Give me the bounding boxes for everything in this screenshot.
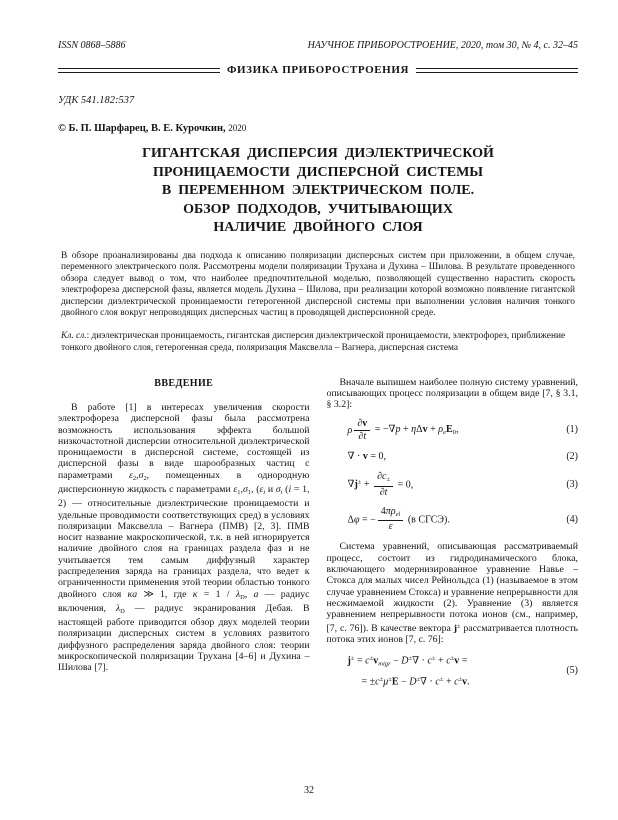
- page-number: 32: [304, 785, 314, 796]
- equation-4-label: (4): [566, 513, 578, 525]
- left-column: [58, 377, 310, 697]
- intro-paragraph: В работе [1] в интересах увеличения скорости электрофореза дисперсной фазы была рассмотрена возможность использования эффекта большой низкочастотной дисперсии относительной диэлектрической проницаемости в дисперсной системе, состоящей из дисперсной фазы в виде шарообразных частиц с параметрами $\varepsilon_2,\sigma_2$, помещенных в однородную дисперсионную жидкость с параметрами $\varepsilon_1,\sigma_1$, ($\varepsilon_i$ и $\sigma_i$ (i = 1, 2) — относительные диэлектрические проницаемости и удельные проводимости соответствующих сред) в условиях поляризации Максвелла – Вагнера (ПМВ) [2, 3]. ПМВ носит название макроскопической, т.к. в ней игнорируется наличие двойного слоя на границах раздела фаз и не учитывается тем самым диффузный характер распределения заряда на границах раздела, что ведет к ограниченности применения этой теории областью тонкого двойного слоя κa ≫ 1, где $\kappa = 1 / \lambda_D$, a — радиус включения, $\lambda_D$ — радиус экранирования Дебая. В настоящей работе приводится обзор двух моделей теории поляризации дисперсных систем в условиях развитого диффузного распределения заряда двойного слоя: теории микроскопической поляризации Трухана [4–6] и Духина – Шилова [7].: [58, 401, 310, 674]
- fraction: $\frac{\partial c_\pm}{\partial t}$: [374, 472, 393, 498]
- title-line: ГИГАНТСКАЯ ДИСПЕРСИЯ ДИЭЛЕКТРИЧЕСКОЙ: [142, 146, 494, 161]
- abstract-paragraph: В обзоре проанализированы два подхода к описанию поляризации дисперсных систем при приложении, в общем случае, переменного электрического поля. Рассмотрены модели поляризации Трухана и Духина – Шилова. В результате проведенного обзора следует вывод о том, что наиболее предпочтительной моделью, позволяющей существенно нарастить скорость электрофореза дисперсной фазы, является модель Духина – Шилова, при реализации которой возможно появление гигантской дисперсии диэлектрической проницаемости гетерогенной дисперсной системы при выполнении условия наличия тонкого двойного слоя вокруг непроводящих дисперсных частиц в проводящей дисперсионной среде.: [61, 250, 575, 319]
- issn-text: ISSN 0868–5886: [58, 40, 126, 51]
- two-column-body: [58, 377, 578, 697]
- section-banner-title: ФИЗИКА ПРИБОРОСТРОЕНИЯ: [226, 64, 410, 76]
- equation-2: [327, 451, 579, 463]
- banner-rule-left: [58, 68, 220, 73]
- equation-2-label: (2): [566, 450, 578, 462]
- equation-4: [327, 507, 579, 533]
- article-title: [58, 145, 578, 238]
- keywords-text: : диэлектрическая проницаемость, гигантская дисперсия диэлектрической проницаемости, электрофорез, приближение тонкого двойного слоя, гетерогенная среда, поляризация Максвелла – Вагнера, дисперсная система: [61, 331, 566, 353]
- fraction: $\frac{4\pi\rho_{el}}{\varepsilon}$: [378, 507, 404, 533]
- equation-1: [327, 419, 579, 442]
- section-banner: [58, 64, 578, 76]
- equation-3-body: ∇j± + $\frac{\partial c_\pm}{\partial t}$ = 0,: [347, 470, 414, 498]
- page-header: [58, 40, 578, 51]
- title-line: В ПЕРЕМЕННОМ ЭЛЕКТРИЧЕСКОМ ПОЛЕ.: [161, 183, 475, 198]
- equation-3: [327, 472, 579, 498]
- system-description-paragraph: Система уравнений, описывающая рассматриваемый процесс, состоит из гидродинамического блока, включающего модернизированное уравнение Навье – Стокса для малых чисел Рейнольдса (1) (называемое в этом случае уравнением Стокса) и уравнение непрерывности для несжимаемой жидкости (2). Уравнение (3) является уравнением непрерывности потока ионов (см., например, [7, с. 76]). В качестве вектора j± рассматривается плотность потока этих ионов [7, с. 76]:: [326, 541, 578, 646]
- keywords-paragraph: [58, 331, 578, 355]
- fraction: $\frac{\partial v}{\partial t}$: [354, 419, 370, 442]
- equation-5-body: $j^\pm = c^\pm v_{migr} - D^\pm\nabla \cdot c^\pm + c^\pm v$ = = ±c±μ±E − D±∇ · c± + c±v.: [347, 655, 470, 687]
- title-line: НАЛИЧИЕ ДВОЙНОГО СЛОЯ: [213, 220, 423, 235]
- udk-number: УДК 541.182:537: [58, 95, 135, 106]
- equation-3-label: (3): [566, 478, 578, 490]
- equation-4-body: Δφ = − $\frac{4\pi\rho_{el}}{\varepsilon}$ (в СГСЭ).: [347, 505, 450, 533]
- keywords-label: Кл. сл.: [61, 331, 87, 342]
- banner-rule-right: [416, 68, 578, 73]
- title-line: ПРОНИЦАЕМОСТИ ДИСПЕРСНОЙ СИСТЕМЫ: [152, 164, 484, 180]
- title-line: ОБЗОР ПОДХОДОВ, УЧИТЫВАЮЩИХ: [183, 201, 453, 217]
- copyright-year: 2020: [228, 123, 247, 133]
- equation-1-label: (1): [566, 424, 578, 436]
- intro-heading: ВВЕДЕНИЕ: [154, 377, 214, 389]
- equation-1-body: ρ $\frac{\partial v}{\partial t}$ = $-\nabla p + \eta\Delta v + \rho_eE_0$,: [347, 417, 459, 442]
- system-intro-paragraph: Вначале выпишем наиболее полную систему уравнений, описывающих процесс поляризации в общем виде [7, § 3.1, § 3.2]:: [326, 376, 578, 411]
- equation-2-body: ∇ · v = 0,: [347, 450, 386, 462]
- copyright-line: [58, 123, 578, 134]
- journal-ref-text: НАУЧНОЕ ПРИБОРОСТРОЕНИЕ, 2020, том 30, № 4, с. 32–45: [307, 40, 578, 51]
- equation-5: [327, 653, 579, 688]
- equation-5-label: (5): [566, 664, 578, 676]
- authors-names: © Б. П. Шарфарец, В. Е. Курочкин,: [58, 123, 226, 134]
- right-column: [327, 377, 579, 697]
